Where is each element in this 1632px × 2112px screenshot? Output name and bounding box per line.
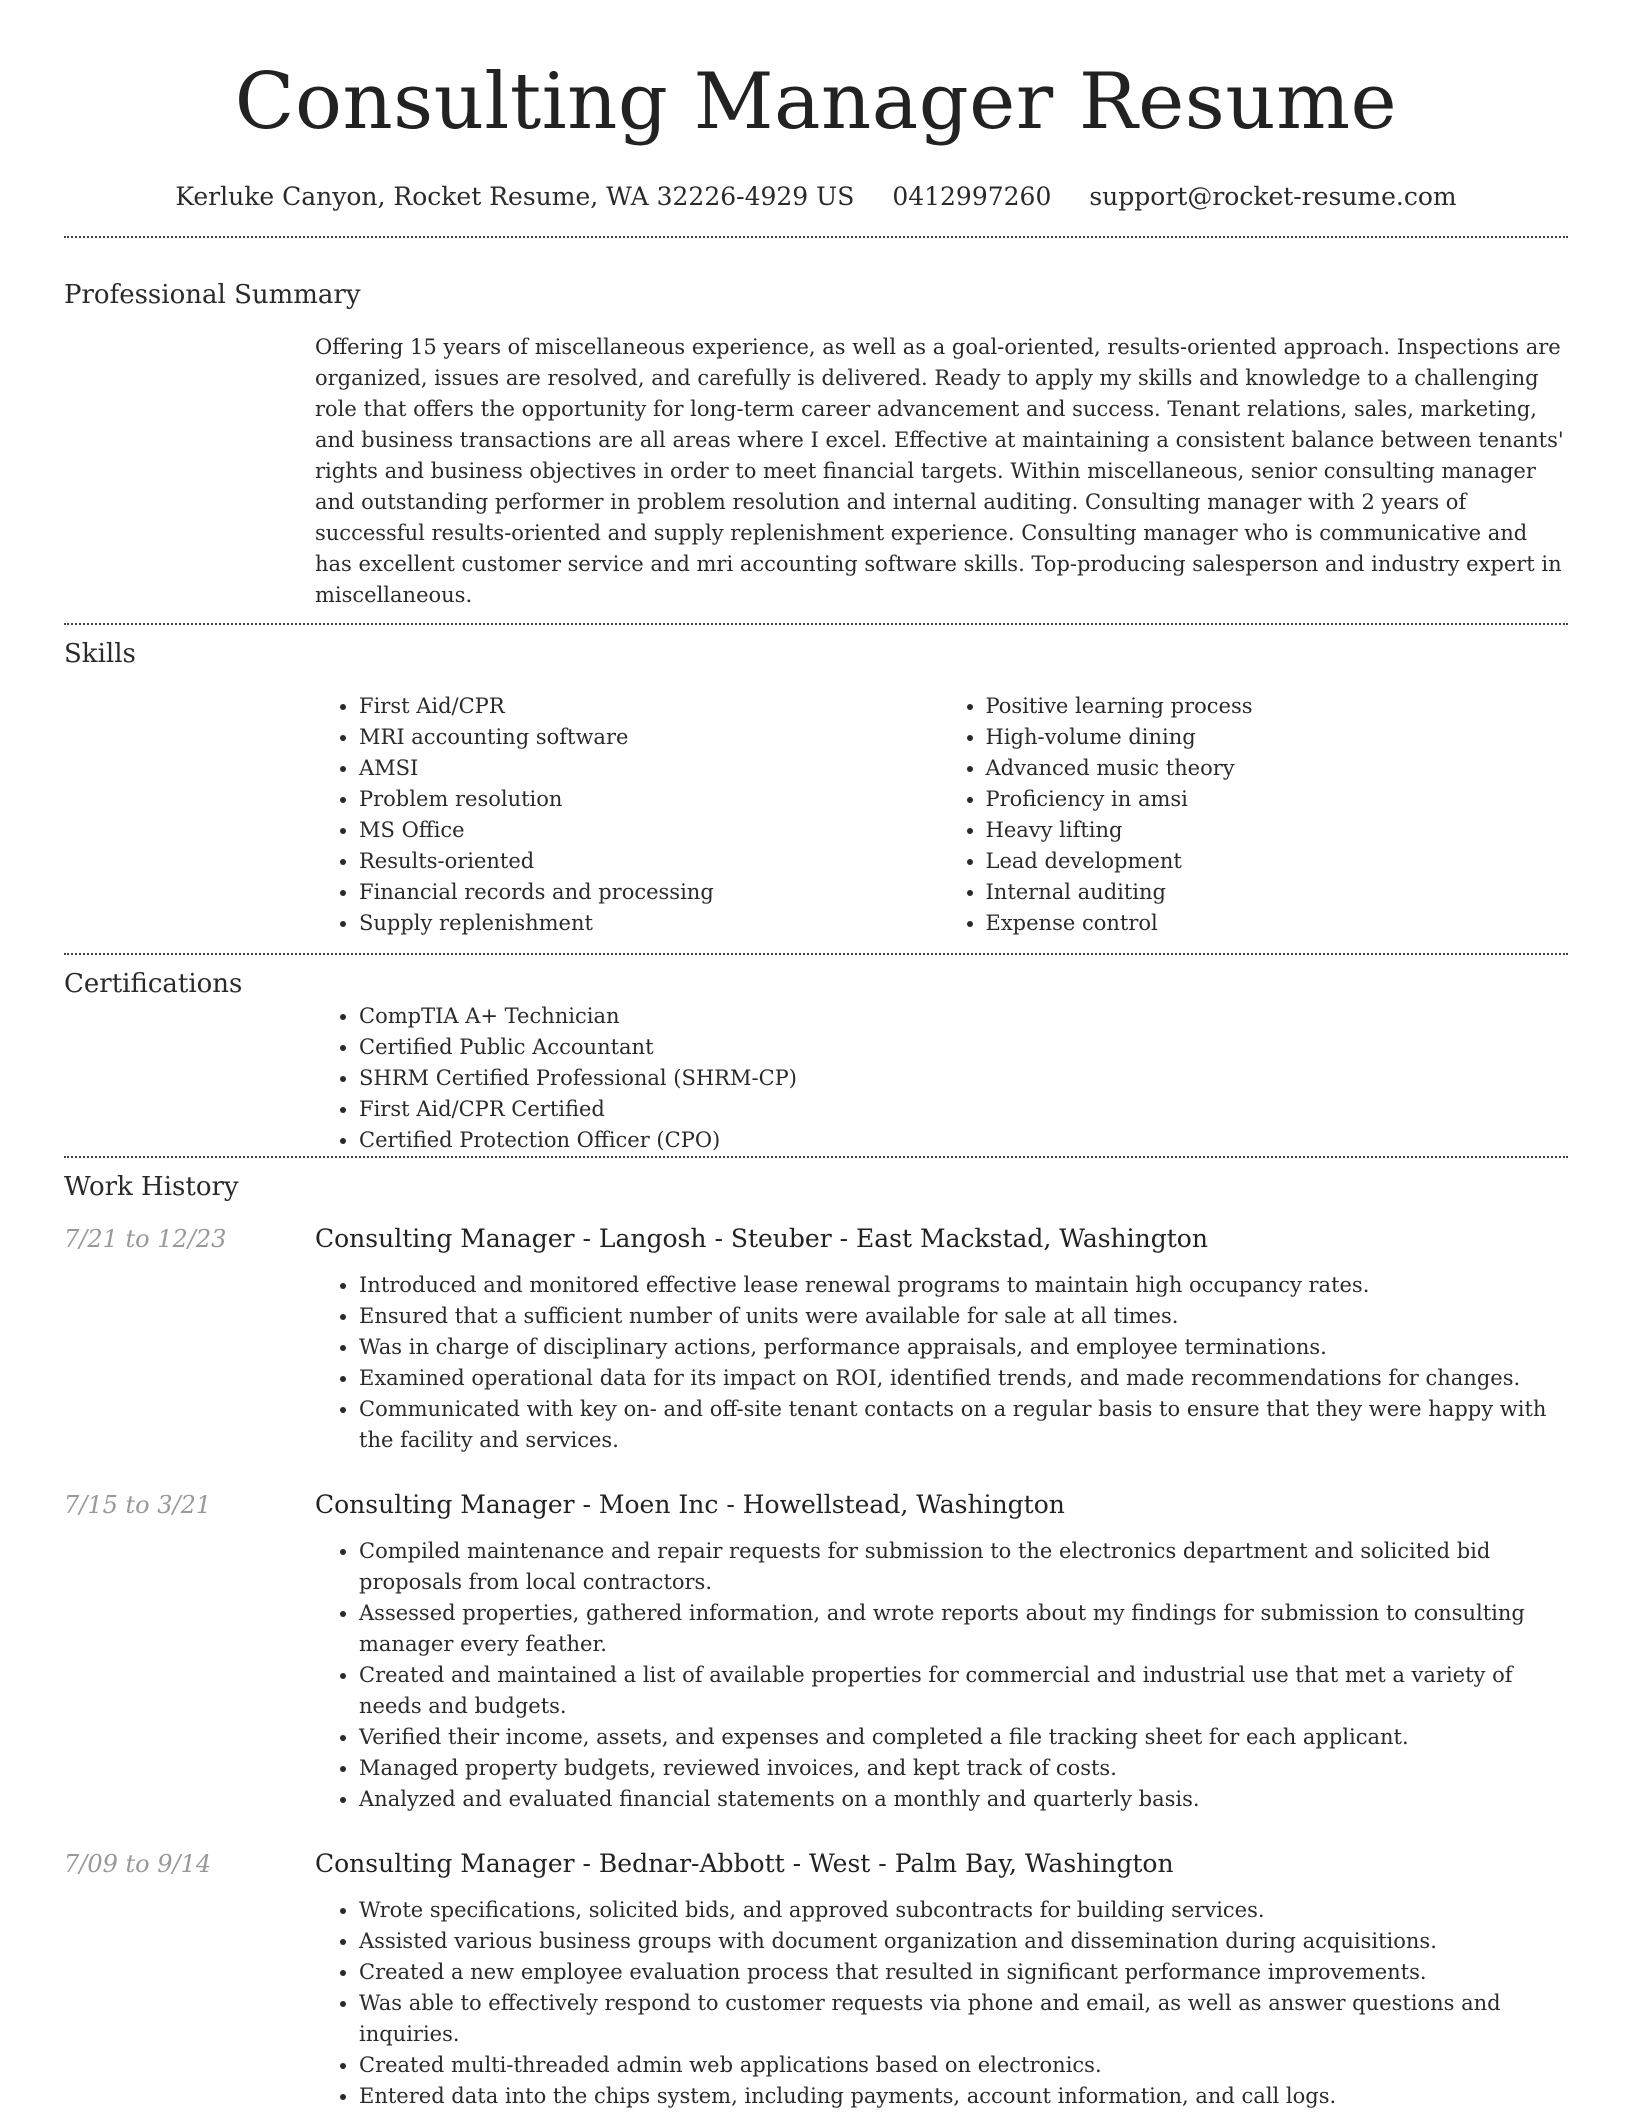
skills-grid xyxy=(315,691,1568,939)
certifications-heading: Certifications xyxy=(64,969,243,999)
job-bullet: • Ensured that a sufficient number of units were available for sale at all times. xyxy=(359,1301,1568,1332)
contact-phone: 0412997260 xyxy=(892,182,1052,211)
contact-address: Kerluke Canyon, Rocket Resume, WA 32226-4929 US xyxy=(175,182,855,211)
skill-item: • Proficiency in amsi xyxy=(986,784,1569,815)
job-entry xyxy=(64,1488,1568,1815)
summary-section xyxy=(64,238,1568,611)
work-history-heading: Work History xyxy=(64,1172,239,1202)
summary-text: Offering 15 years of miscellaneous experience, as well as a goal-oriented, results-oriented approach. Inspections are organized, issues are resolved, and carefully is delivered. Ready to apply my skills and knowledge to a challenging role that offers the opportunity for long-term career advancement and success. Tenant relations, sales, marketing, and business transactions are all areas where I excel. Effective at maintaining a consistent balance between tenants' rights and business objectives in order to meet financial targets. Within miscellaneous, senior consulting manager and outstanding performer in problem resolution and internal auditing. Consulting manager with 2 years of successful results-oriented and supply replenishment experience. Consulting manager who is communicative and has excellent customer service and mri accounting software skills. Top-producing salesperson and industry expert in miscellaneous. xyxy=(315,335,1564,607)
job-bullet: • Compiled maintenance and repair requests for submission to the electronics department and solicited bid proposals from local contractors. xyxy=(359,1536,1568,1598)
skill-item: • Expense control xyxy=(986,908,1569,939)
skill-item: • Results-oriented xyxy=(359,846,942,877)
work-history-section xyxy=(64,1158,1568,2112)
certification-item: • First Aid/CPR Certified xyxy=(359,1094,1568,1125)
certifications-section xyxy=(64,955,1568,1156)
job-entry xyxy=(64,1847,1568,2112)
contact-email: support@rocket-resume.com xyxy=(1089,182,1457,211)
job-bullet: • Analyzed and evaluated financial statements on a monthly and quarterly basis. xyxy=(359,1784,1568,1815)
job-bullet: • Entered data into the chips system, including payments, account information, and call logs. xyxy=(359,2081,1568,2112)
job-bullet: • Assisted various business groups with document organization and dissemination during acquisitions. xyxy=(359,1926,1568,1957)
job-bullets xyxy=(315,1895,1568,2112)
skill-item: • Lead development xyxy=(986,846,1569,877)
job-entry xyxy=(64,1222,1568,1456)
page-title: Consulting Manager Resume xyxy=(234,57,1398,147)
certification-item: • SHRM Certified Professional (SHRM-CP) xyxy=(359,1063,1568,1094)
job-bullet: • Examined operational data for its impact on ROI, identified trends, and made recommendations for changes. xyxy=(359,1363,1568,1394)
job-bullet: • Created a new employee evaluation process that resulted in significant performance improvements. xyxy=(359,1957,1568,1988)
skill-item: • AMSI xyxy=(359,753,942,784)
job-bullet: • Communicated with key on- and off-site tenant contacts on a regular basis to ensure that they were happy with the facility and services. xyxy=(359,1394,1568,1456)
job-dates: 7/09 to 9/14 xyxy=(64,1850,212,1878)
job-bullet: • Was in charge of disciplinary actions, performance appraisals, and employee terminations. xyxy=(359,1332,1568,1363)
skill-item: • Heavy lifting xyxy=(986,815,1569,846)
job-bullet: • Assessed properties, gathered information, and wrote reports about my findings for submission to consulting manager every feather. xyxy=(359,1598,1568,1660)
skills-heading: Skills xyxy=(64,639,136,669)
skills-section xyxy=(64,625,1568,939)
certification-item: • Certified Protection Officer (CPO) xyxy=(359,1125,1568,1156)
job-bullet: • Managed property budgets, reviewed invoices, and kept track of costs. xyxy=(359,1753,1568,1784)
skill-item: • Supply replenishment xyxy=(359,908,942,939)
skill-item: • MRI accounting software xyxy=(359,722,942,753)
job-bullet: • Verified their income, assets, and expenses and completed a file tracking sheet for each applicant. xyxy=(359,1722,1568,1753)
job-dates: 7/15 to 3/21 xyxy=(64,1491,212,1519)
job-bullet: • Created and maintained a list of available properties for commercial and industrial use that met a variety of needs and budgets. xyxy=(359,1660,1568,1722)
skill-item: • Advanced music theory xyxy=(986,753,1569,784)
job-title: Consulting Manager - Bednar-Abbott - West - Palm Bay, Washington xyxy=(315,1849,1174,1878)
certification-item: • CompTIA A+ Technician xyxy=(359,1001,1568,1032)
job-bullets xyxy=(315,1270,1568,1456)
job-bullets xyxy=(315,1536,1568,1815)
certification-item: • Certified Public Accountant xyxy=(359,1032,1568,1063)
skills-list-right xyxy=(942,691,1569,939)
job-title: Consulting Manager - Langosh - Steuber - East Mackstad, Washington xyxy=(315,1224,1208,1253)
job-bullet: • Created multi-threaded admin web applications based on electronics. xyxy=(359,2050,1568,2081)
job-bullet: • Was able to effectively respond to customer requests via phone and email, as well as answer questions and inquiries. xyxy=(359,1988,1568,2050)
job-dates: 7/21 to 12/23 xyxy=(64,1225,227,1253)
skill-item: • High-volume dining xyxy=(986,722,1569,753)
skill-item: • First Aid/CPR xyxy=(359,691,942,722)
skill-item: • Positive learning process xyxy=(986,691,1569,722)
skill-item: • Internal auditing xyxy=(986,877,1569,908)
job-title: Consulting Manager - Moen Inc - Howellstead, Washington xyxy=(315,1490,1065,1519)
skill-item: • Financial records and processing xyxy=(359,877,942,908)
job-bullet: • Introduced and monitored effective lease renewal programs to maintain high occupancy rates. xyxy=(359,1270,1568,1301)
skill-item: • Problem resolution xyxy=(359,784,942,815)
certifications-list xyxy=(315,1001,1568,1156)
job-bullet: • Wrote specifications, solicited bids, and approved subcontracts for building services. xyxy=(359,1895,1568,1926)
summary-heading: Professional Summary xyxy=(64,280,361,310)
skill-item: • MS Office xyxy=(359,815,942,846)
contact-line xyxy=(64,180,1568,214)
skills-list-left xyxy=(315,691,942,939)
